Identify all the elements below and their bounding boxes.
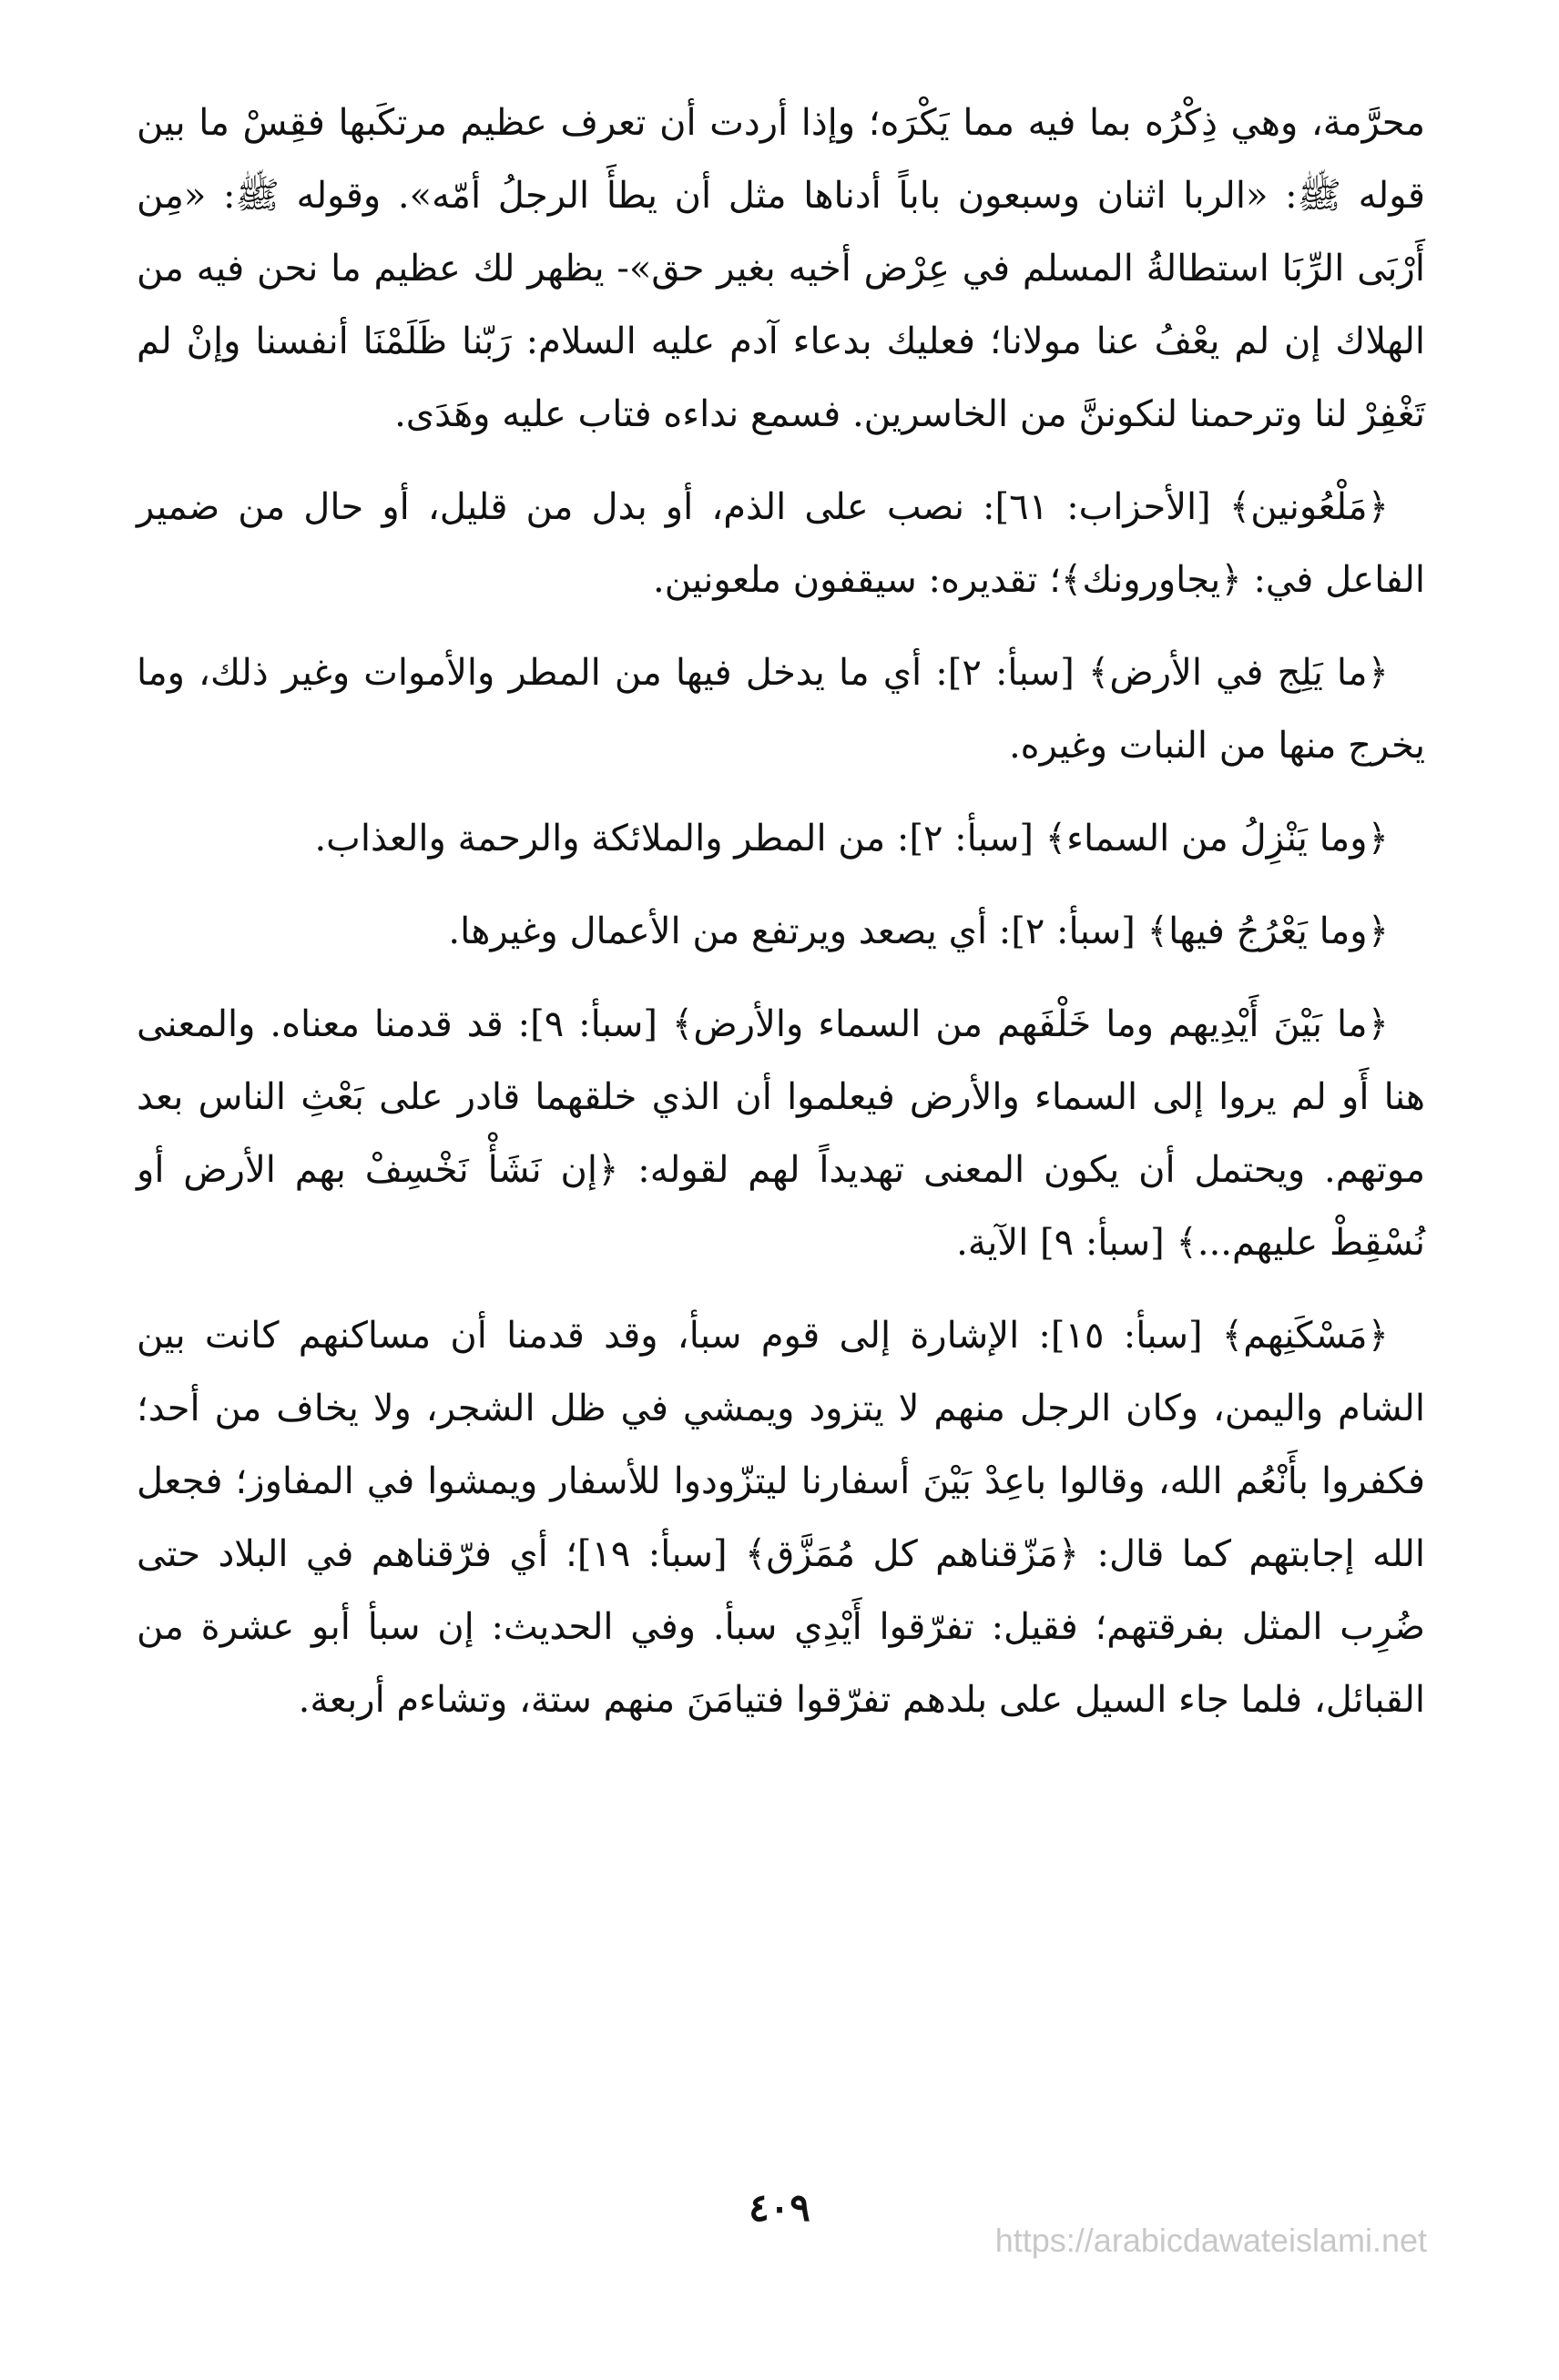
paragraph-maskanihim: ﴿مَسْكَنِهم﴾ [سبأ: ١٥]: الإشارة إلى قوم سبأ، وقد قدمنا أن مساكنهم كانت بين الشام واليمن، وكان الرجل منهم لا يتزود ويمشي في ظل الشجر، ولا يخاف من أحد؛ فكفروا بأَنْعُم الله، وقالوا باعِدْ بَيْنَ أسفارنا ليتزّودوا للأسفار ويمشوا في المفاوز؛ فجعل الله إجابتهم كما قال: ﴿مَزّقناهم كل مُمَزَّق﴾ [سبأ: ١٩]؛ أي فرّقناهم في البلاد حتى ضُرِب المثل بفرقتهم؛ فقيل: تفرّقوا أَيْدِي سبأ. وفي الحديث: إن سبأ أبو عشرة من القبائل، فلما جاء السيل على بلدهم تفرّقوا فتيامَنَ منهم ستة، وتشاءم أربعة.	[137, 1315, 1426, 1721]
paragraph-malunin: ﴿مَلْعُونين﴾ [الأحزاب: ٦١]: نصب على الذم، أو بدل من قليل، أو حال من ضمير الفاعل في: ﴿يجاورونك﴾؛ تقديره: سيقفون ملعونين.	[137, 486, 1425, 601]
paragraph-yalij: ﴿ما يَلِج في الأرض﴾ [سبأ: ٢]: أي ما يدخل فيها من المطر والأموات وغير ذلك، وما يخرج منها من النبات وغيره.	[137, 652, 1425, 767]
page-body	[137, 86, 1425, 2290]
watermark-url: https://arabicdawateislami.net	[994, 2222, 1427, 2259]
page-number: ٤٠٩	[749, 2185, 810, 2230]
paragraph-yaruj: ﴿وما يَعْرُجُ فيها﴾ [سبأ: ٢]: أي يصعد ويرتفع من الأعمال وغيرها.	[448, 910, 1389, 952]
paragraph-bayna-aydihim: ﴿ما بَيْنَ أَيْدِيهم وما خَلْفَهم من السماء والأرض﴾ [سبأ: ٩]: قد قدمنا معناه. والمعنى هنا أَو لم يروا إلى السماء والأرض فيعلموا أن الذي خلقهما قادر على بَعْثِ الناس بعد موتهم. ويحتمل أن يكون المعنى تهديداً لهم لقوله: ﴿إن نَشَأْ نَخْسِفْ بهم الأرض أو نُسْقِطْ عليهم...﴾ [سبأ: ٩] الآية.	[137, 1003, 1425, 1264]
paragraph-intro: محرَّمة، وهي ذِكْرُه بما فيه مما يَكْرَه؛ وإذا أردت أن تعرف عظيم مرتكَبها فقِسْ ما بين قوله ﷺ: «الربا اثنان وسبعون باباً أدناها مثل أن يطأَ الرجلُ أمّه». وقوله ﷺ: «مِن أَرْبَى الرِّبَا استطالةُ المسلم في عِرْض أخيه بغير حق»- يظهر لك عظيم ما نحن فيه من الهلاك إن لم يعْفُ عنا مولانا؛ فعليك بدعاء آدم عليه السلام: رَبّنا ظَلَمْنَا أنفسنا وإنْ لم تَغْفِرْ لنا وترحمنا لنكوننَّ من الخاسرين. فسمع نداءه فتاب عليه وهَدَى.	[137, 102, 1425, 435]
paragraph-yanzil: ﴿وما يَنْزِلُ من السماء﴾ [سبأ: ٢]: من المطر والملائكة والرحمة والعذاب.	[314, 818, 1389, 859]
